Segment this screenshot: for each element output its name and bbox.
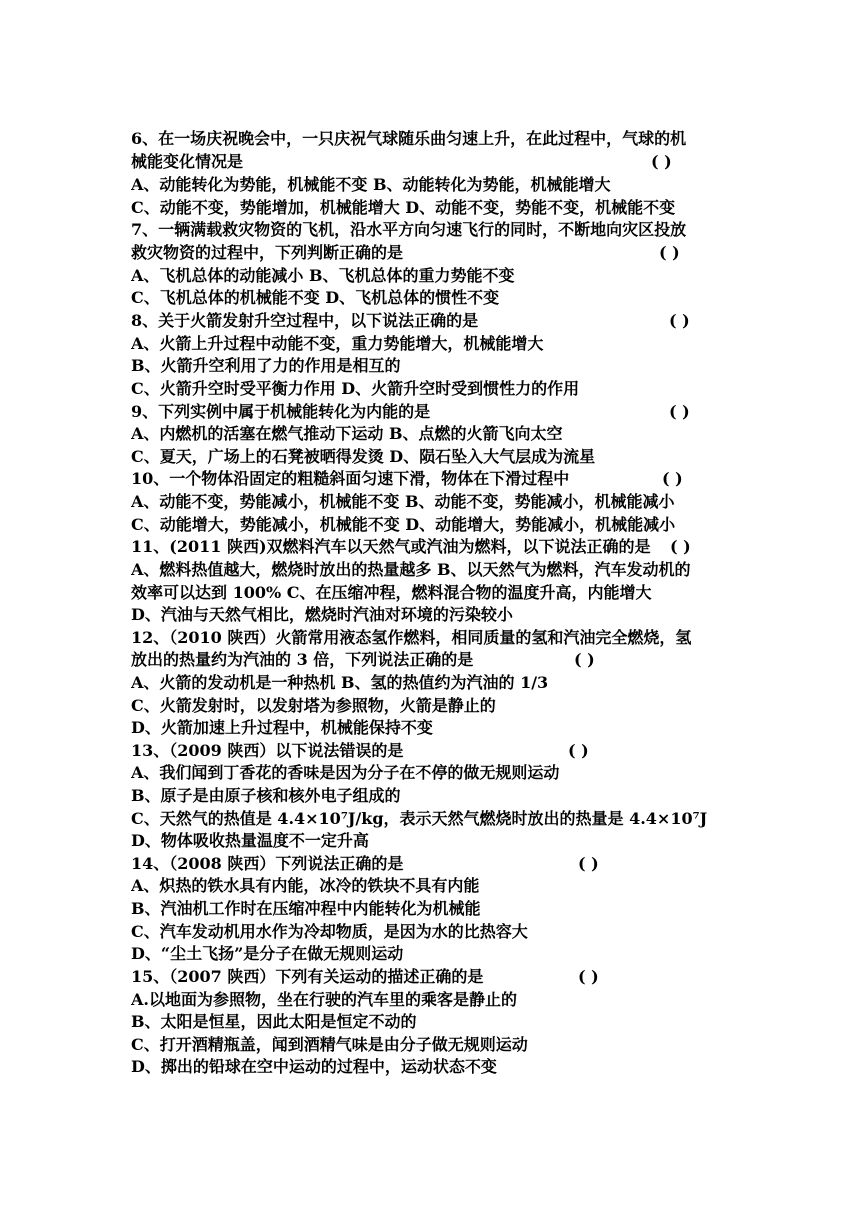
question-6-options-ab: A、动能转化为势能，机械能不变 B、动能转化为势能，机械能增大 — [131, 175, 611, 194]
question-8-option-a: A、火箭上升过程中动能不变，重力势能增大，机械能增大 — [131, 334, 544, 353]
question-15-option-c: C、打开酒精瓶盖，闻到酒精气味是由分子做无规则运动 — [131, 1035, 528, 1054]
question-8-option-b: B、火箭升空利用了力的作用是相互的 — [131, 356, 401, 375]
question-12-stem-cont: 放出的热量约为汽油的 3 倍，下列说法正确的是 — [131, 650, 474, 669]
question-10-options-cd: C、动能增大，势能减小，机械能不变 D、动能增大，势能减小，机械能减小 — [131, 515, 676, 534]
question-11-option-a: A、燃料热值越大，燃烧时放出的热量越多 B、以天然气为燃料，汽车发动机的 — [131, 560, 691, 579]
question-12-stem: 12、（2010 陕西）火箭常用液态氢作燃料，相同质量的氢和汽油完全燃烧，氢 — [131, 628, 692, 647]
question-8-stem: 8、关于火箭发射升空过程中，以下说法正确的是 — [131, 311, 479, 330]
question-6-stem: 6、在一场庆祝晚会中，一只庆祝气球随乐曲匀速上升，在此过程中，气球的机 — [131, 129, 687, 148]
question-15-stem: 15、（2007 陕西）下列有关运动的描述正确的是 — [131, 967, 484, 986]
question-14-option-a: A、炽热的铁水具有内能，冰冷的铁块不具有内能 — [131, 876, 480, 895]
question-9-options-cd: C、夏天，广场上的石凳被晒得发烫 D、陨石坠入大气层成为流星 — [131, 447, 596, 466]
question-12-option-c: C、火箭发射时，以发射塔为参照物，火箭是静止的 — [131, 696, 496, 715]
question-9-options-ab: A、内燃机的活塞在燃气推动下运动 B、点燃的火箭飞向太空 — [131, 424, 563, 443]
question-14-option-c: C、汽车发动机用水作为冷却物质，是因为水的比热容大 — [131, 922, 528, 941]
question-7-stem-cont: 救灾物资的过程中，下列判断正确的是 — [131, 243, 404, 262]
question-15-option-a: A.以地面为参照物，坐在行驶的汽车里的乘客是静止的 — [131, 990, 517, 1009]
answer-bracket-13: ( ) — [568, 741, 589, 760]
question-13-stem: 13、（2009 陕西）以下说法错误的是 — [131, 741, 404, 760]
question-8-options-cd: C、火箭升空时受平衡力作用 D、火箭升空时受到惯性力的作用 — [131, 379, 580, 398]
answer-bracket-12: ( ) — [574, 650, 595, 669]
answer-bracket-10: ( ) — [662, 469, 683, 488]
question-15-option-d: D、掷出的铅球在空中运动的过程中，运动状态不变 — [131, 1057, 497, 1076]
question-6-stem-cont: 械能变化情况是 — [131, 152, 244, 171]
question-13-option-c: C、天然气的热值是 4.4×10⁷J/kg，表示天然气燃烧时放出的热量是 4.4×10⁷J — [131, 809, 708, 828]
answer-bracket-11: ( ) — [670, 537, 691, 556]
question-11-option-c: 效率可以达到 100% C、在压缩冲程，燃料混合物的温度升高，内能增大 — [131, 583, 652, 602]
question-13-option-b: B、原子是由原子核和核外电子组成的 — [131, 786, 401, 805]
question-14-stem: 14、（2008 陕西）下列说法正确的是 — [131, 854, 404, 873]
question-12-options-ab: A、火箭的发动机是一种热机 B、氢的热值约为汽油的 1/3 — [131, 673, 549, 692]
answer-bracket-15: ( ) — [578, 967, 599, 986]
answer-bracket-14: ( ) — [578, 854, 599, 873]
question-7-stem: 7、一辆满载救灾物资的飞机，沿水平方向匀速飞行的同时，不断地向灾区投放 — [131, 220, 687, 239]
question-7-options-ab: A、飞机总体的动能减小 B、飞机总体的重力势能不变 — [131, 266, 515, 285]
answer-bracket-9: ( ) — [669, 402, 690, 421]
question-15-option-b: B、太阳是恒星，因此太阳是恒定不动的 — [131, 1012, 417, 1031]
question-14-option-d: D、“尘土飞扬”是分子在做无规则运动 — [131, 944, 404, 963]
question-11-option-d: D、汽油与天然气相比，燃烧时汽油对环境的污染较小 — [131, 605, 513, 624]
question-11-stem: 11、(2011 陕西)双燃料汽车以天然气或汽油为燃料，以下说法正确的是 — [131, 537, 651, 556]
question-13-option-a: A、我们闻到丁香花的香味是因为分子在不停的做无规则运动 — [131, 763, 560, 782]
answer-bracket-8: ( ) — [669, 311, 690, 330]
question-13-option-d: D、物体吸收热量温度不一定升高 — [131, 831, 369, 850]
question-14-option-b: B、汽油机工作时在压缩冲程中内能转化为机械能 — [131, 899, 481, 918]
answer-bracket-6: ( ) — [651, 152, 672, 171]
question-10-options-ab: A、动能不变，势能减小，机械能不变 B、动能不变，势能减小，机械能减小 — [131, 492, 675, 511]
question-12-option-d: D、火箭加速上升过程中，机械能保持不变 — [131, 718, 433, 737]
question-6-options-cd: C、动能不变，势能增加，机械能增大 D、动能不变，势能不变，机械能不变 — [131, 198, 676, 217]
answer-bracket-7: ( ) — [659, 243, 680, 262]
question-9-stem: 9、下列实例中属于机械能转化为内能的是 — [131, 402, 431, 421]
question-10-stem: 10、一个物体沿固定的粗糙斜面匀速下滑，物体在下滑过程中 — [131, 469, 570, 488]
question-7-options-cd: C、飞机总体的机械能不变 D、飞机总体的惯性不变 — [131, 288, 500, 307]
